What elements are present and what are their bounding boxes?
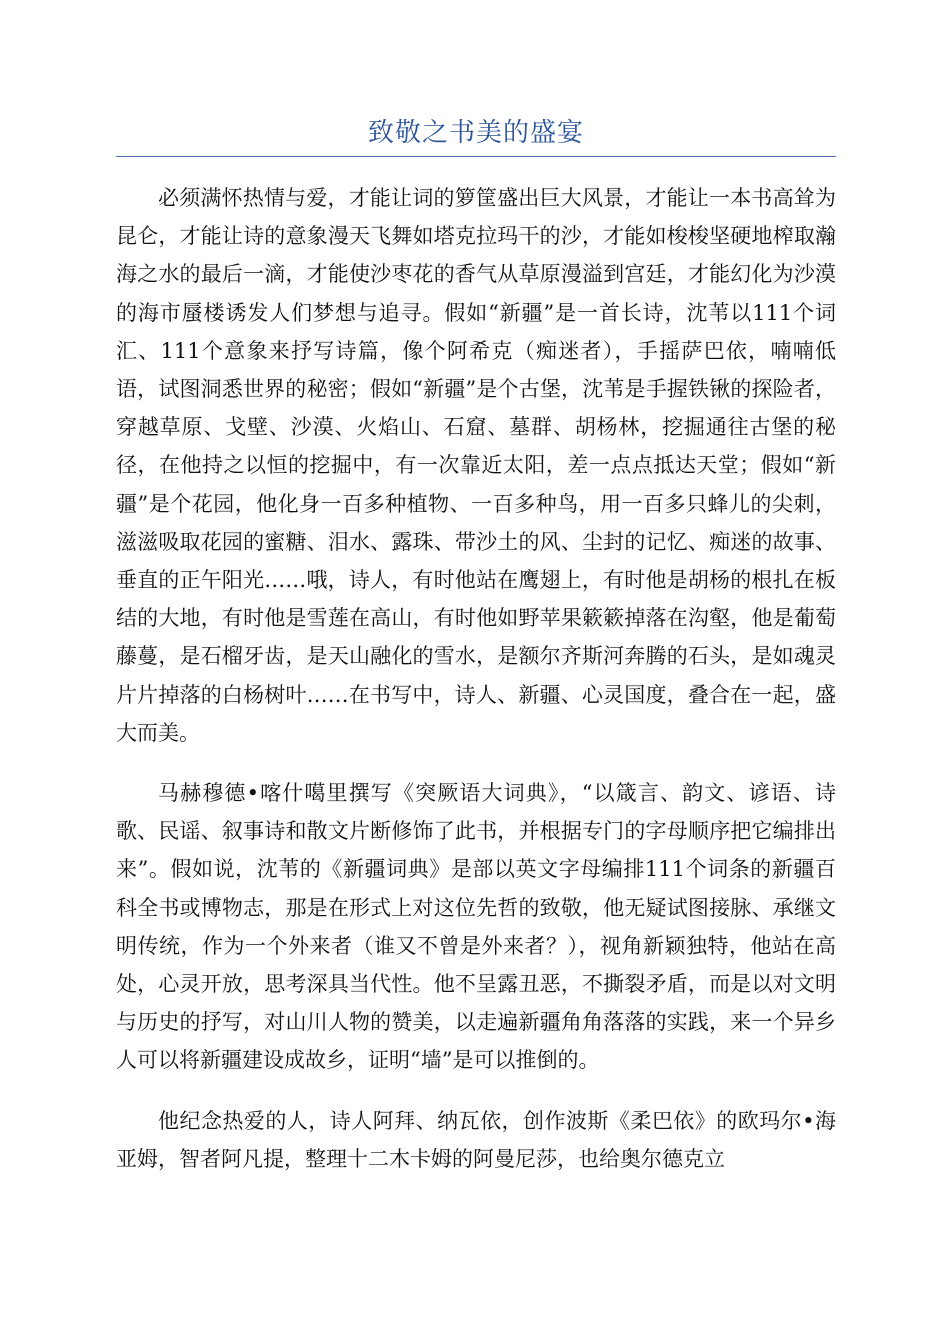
title-underline [116,156,836,157]
paragraph-1: 必须满怀热情与爱，才能让词的箩筐盛出巨大风景，才能让一本书高耸为昆仑，才能让诗的意象漫天飞舞如塔克拉玛干的沙，才能如梭梭坚硬地榨取瀚海之水的最后一滴，才能使沙枣花的香气从草原漫溢到宫廷，才能幻化为沙漠的海市蜃楼诱发人们梦想与追寻。假如“新疆”是一首长诗，沈苇以111个词汇、111个意象来抒写诗篇，像个阿希克（痴迷者），手摇萨巴依，喃喃低语，试图洞悉世界的秘密；假如“新疆”是个古堡，沈苇是手握铁锹的探险者，穿越草原、戈壁、沙漠、火焰山、石窟、墓群、胡杨林，挖掘通往古堡的秘径，在他持之以恒的挖掘中，有一次靠近太阳，差一点点抵达天堂；假如“新疆”是个花园，他化身一百多种植物、一百多种鸟，用一百多只蜂儿的尖刺，滋滋吸取花园的蜜糖、泪水、露珠、带沙土的风、尘封的记忆、痴迷的故事、垂直的正午阳光……哦，诗人，有时他站在鹰翅上，有时他是胡杨的根扎在板结的大地，有时他是雪莲在高山，有时他如野苹果簌簌掉落在沟壑，他是葡萄藤蔓，是石榴牙齿，是天山融化的雪水，是额尔齐斯河奔腾的石头，是如魂灵片片掉落的白杨树叶……在书写中，诗人、新疆、心灵国度，叠合在一起，盛大而美。 [116,186,836,745]
document-title: 致敬之书美的盛宴 [367,118,584,148]
paragraph-2: 马赫穆德•喀什噶里撰写《突厥语大词典》，“以箴言、韵文、谚语、诗歌、民谣、叙事诗和散文片断修饰了此书，并根据专门的字母顺序把它编排出来”。假如说，沈苇的《新疆词典》是部以英文字母编排111个词条的新疆百科全书或博物志，那是在形式上对这位先哲的致敬，他无疑试图接脉、承继文明传统，作为一个外来者（谁又不曾是外来者？），视角新颖独特，他站在高处，心灵开放，思考深具当代性。他不呈露丑恶，不撕裂矛盾，而是以对文明与历史的抒写，对山川人物的赞美，以走遍新疆角角落落的实践，来一个异乡人可以将新疆建设成故乡，证明“墙”是可以推倒的。 [116,781,836,1073]
paragraph-3: 他纪念热爱的人，诗人阿拜、纳瓦依，创作波斯《柔巴依》的欧玛尔•海亚姆，智者阿凡提，整理十二木卡姆的阿曼尼莎，也给奥尔德克立 [116,1108,836,1171]
document-page [116,0,836,1178]
